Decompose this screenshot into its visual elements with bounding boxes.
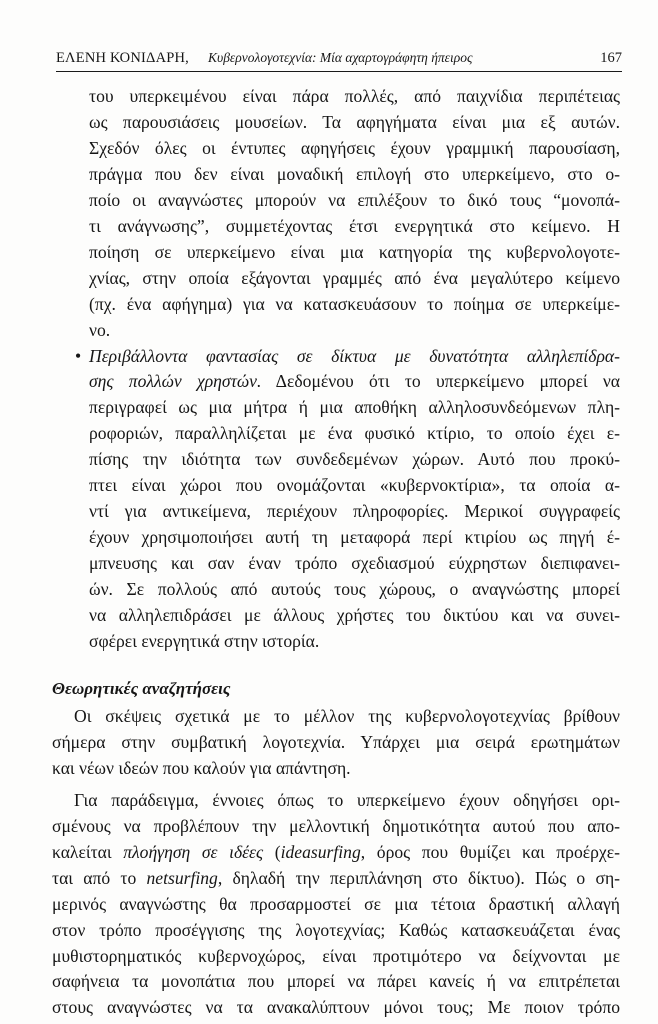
header-author: ΕΛΕΝΗ ΚΟΝΙΔΑΡΗ, xyxy=(56,50,189,66)
text-line: μπνευσης και σαν έναν τρόπο σχεδιασμού εύχρηστων διεπιφανει- xyxy=(89,553,620,574)
italic-term: netsurfing xyxy=(146,867,218,888)
text-run: , όρος που θυμίζει και προέρχε- xyxy=(360,841,620,862)
text-run: ται από το xyxy=(52,867,147,888)
text-line: σφέρει ενεργητικά στην ιστορία. xyxy=(89,631,320,652)
text-line: χνίας, στην οποία εξάγονται γραμμές από ένα μεγαλύτερο κείμενο xyxy=(89,267,620,288)
text-run: ( xyxy=(263,841,281,862)
text-line: πτει είναι χώροι που ονομάζονται «κυβερνοκτίρια», τα οποία α- xyxy=(89,475,620,496)
bullet-text-start: Δεδομένου ότι το υπερκείμενο μπορεί να xyxy=(261,371,620,392)
page-number: 167 xyxy=(600,50,622,66)
paragraph xyxy=(52,704,620,782)
text-line: περιγραφεί ως μια μήτρα ή μια αποθήκη αλληλοσυνδεόμενων πλη- xyxy=(89,397,620,418)
text-line: (πχ. ένα αφήγημα) για να κατασκευάσουν το ποίημα σε υπερκείμε- xyxy=(89,293,620,314)
text-line: να αλληλεπιδράσει με άλλους χρήστες του δικτύου και να συνει- xyxy=(89,605,620,626)
text-line: έχουν χρησιμοποιήσει αυτή τη μεταφορά περί κτιρίου ως πηγή έ- xyxy=(89,527,620,548)
bullet-item xyxy=(52,344,620,655)
text-line: τι ανάγνωσης”, συμμετέχοντας έτσι ενεργητικά στο κείμενο. Η xyxy=(89,215,620,236)
text-line: του υπερκειμένου είναι πάρα πολλές, από παιχνίδια περιπέτειας xyxy=(89,86,620,106)
text-run: καλείται xyxy=(52,841,124,862)
text-line: ποίηση σε υπερκείμενο είναι μια κατηγορία της κυβερνολογοτε- xyxy=(89,241,620,262)
italic-term: ideasurfing xyxy=(280,841,361,862)
text-line: ντί για αντικείμενα, περιέχουν πληροφορίες. Μερικοί συγγραφείς xyxy=(89,501,620,522)
text-line: σήμερα στην συμβατική λογοτεχνία. Υπάρχει μια σειρά ερωτημάτων xyxy=(52,731,620,752)
text-line: νο. xyxy=(89,319,111,340)
text-line: σμένους να προβλέπουν την μελλοντική δημοτικότητα αυτού που απο- xyxy=(52,815,620,836)
text-line: ως παρουσιάσεις μουσείων. Τα αφηγήματα είναι μια εξ αυτών. xyxy=(89,111,620,132)
text-line: πίσης την ιδιότητα των συνδεδεμένων χώρων. Αυτό που προκύ- xyxy=(89,449,620,470)
paragraph-continued xyxy=(89,84,620,344)
header-title: Κυβερνολογοτεχνία: Μία αχαρτογράφητη ήπειρος xyxy=(208,50,473,65)
text-line: ποίο οι αναγνώστες μπορούν να επιλέξουν το δικό τους “μονοπά- xyxy=(89,189,620,210)
text-line xyxy=(89,369,620,395)
text-line xyxy=(52,840,620,866)
section-heading: Θεωρητικές αναζητήσεις xyxy=(52,678,231,698)
bullet-title-end: σης πολλών χρηστών. xyxy=(89,371,262,392)
text-line: σαφήνεια τα μονοπάτια που μπορεί να πάρει κανείς ή να επιτρέπεται xyxy=(52,971,620,992)
page-body xyxy=(52,84,620,1021)
text-line: στους αναγνώστες να τα ανακαλύπτουν μόνοι τους; Με ποιον τρόπο xyxy=(52,997,620,1018)
text-line: πράγμα που δεν είναι μοναδική επιλογή στο υπερκείμενο, στο ο- xyxy=(89,163,620,184)
header-rule xyxy=(56,71,622,72)
text-line: ροφοριών, παραλληλίζεται με ένα φυσικό κτίριο, το οποίο έχει ε- xyxy=(89,423,620,444)
text-line: ών. Σε πολλούς από αυτούς τους χώρους, ο αναγνώστης μπορεί xyxy=(89,579,620,600)
text-line: μυθιστορηματικός κυβερνοχώρος, είναι προτιμότερο να δείχνονται με xyxy=(52,945,620,966)
text-line: μερινός αναγνώστης θα προσαρμοστεί σε μια τέτοια δραστική αλλαγή xyxy=(52,893,620,914)
paragraph xyxy=(52,788,620,1022)
text-run: , δηλαδή την περιπλάνηση στο δίκτυο). Πώς ο ση- xyxy=(217,867,621,888)
text-line: και νέων ιδεών που καλούν για απάντηση. xyxy=(52,757,351,778)
bullet-title-line: Περιβάλλοντα φαντασίας σε δίκτυα με δυνατότητα αλληλεπίδρα- xyxy=(89,345,620,366)
text-line: Σχεδόν όλες οι έντυπες αφηγήσεις έχουν γραμμική παρουσίαση, xyxy=(89,137,620,158)
bullet-mark: • xyxy=(75,345,82,366)
italic-term: πλοήγηση σε ιδέες xyxy=(123,841,264,862)
text-line xyxy=(52,866,620,892)
text-line: Οι σκέψεις σχετικά με το μέλλον της κυβερνολογοτεχνίας βρίθουν xyxy=(74,705,620,726)
text-line: στον τρόπο προσέγγισης της λογοτεχνίας; Καθώς κατασκευάζεται ένας xyxy=(52,919,620,940)
text-line: Για παράδειγμα, έννοιες όπως το υπερκείμενο έχουν οδηγήσει ορι- xyxy=(74,789,620,810)
running-header xyxy=(56,48,622,72)
